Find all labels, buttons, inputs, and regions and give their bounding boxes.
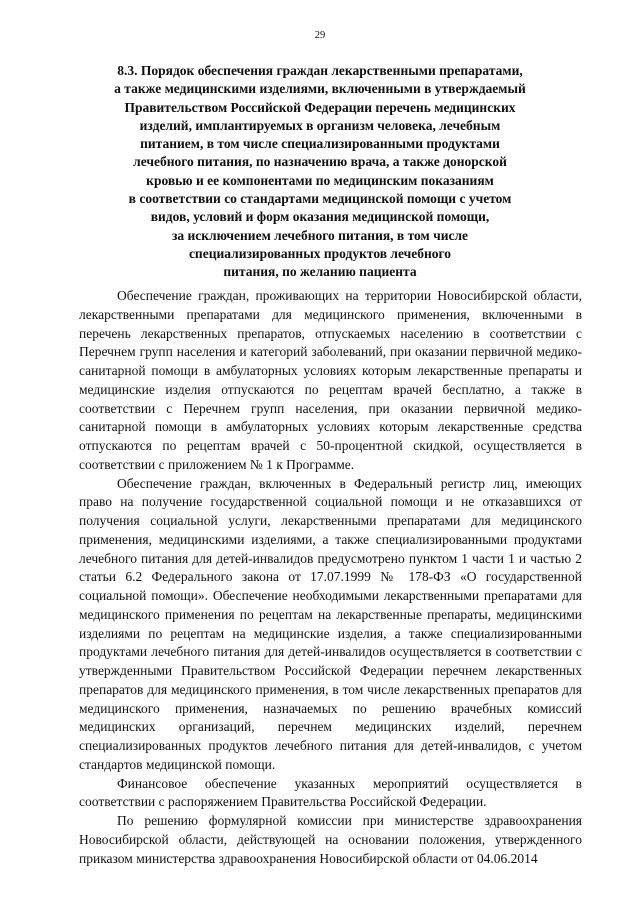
heading-line: питания, по желанию пациента bbox=[223, 264, 417, 280]
paragraph-drug-provision: Обеспечение граждан, проживающих на территории Новосибирской области, лекарственными препаратами для медицинского применения, включенными в перечень лекарственных препаратов, отпускаемых населению в соответствии с Перечнем групп населения и категорий заболеваний, при оказании первичной медико-санитарной помощи в амбулаторных условиях которым лекарственные препараты и медицинские изделия отпускаются по рецептам врачей бесплатно, а также в соответствии с Перечнем групп населения, при оказании первичной медико-санитарной помощи в амбулаторных условиях которым лекарственные средства отпускаются по рецептам врачей с 50-процентной скидкой, осуществляется в соответствии с приложением № 1 к Программе. bbox=[79, 288, 582, 472]
heading-line: специализированных продуктов лечебного bbox=[188, 245, 452, 261]
section-heading bbox=[60, 62, 580, 282]
paragraph-financing: Финансовое обеспечение указанных мероприятий осуществляется в соответствии с распоряжением Правительства Российской Федерации. bbox=[79, 775, 582, 810]
heading-line: лечебного питания, по назначению врача, а также донорской bbox=[133, 154, 507, 170]
heading-line: в соответствии со стандартами медицинской помощи с учетом bbox=[128, 191, 512, 207]
heading-line: питанием, в том числе специализированными продуктами bbox=[140, 136, 500, 152]
paragraph-formulary-commission: По решению формулярной комиссии при министерстве здравоохранения Новосибирской области, действующей на основании положения, утвержденного приказом министерства здравоохранения Новосибирской области от 04.06.2014 bbox=[79, 813, 582, 866]
body-text bbox=[79, 287, 582, 868]
heading-line: Правительством Российской Федерации перечень медицинских bbox=[124, 99, 516, 115]
heading-line: за исключением лечебного питания, в том числе bbox=[171, 227, 469, 243]
heading-line: а также медицинскими изделиями, включенными в утверждаемый bbox=[114, 81, 526, 97]
heading-line: изделий, имплантируемых в организм человека, лечебным bbox=[139, 117, 501, 133]
page-number: 29 bbox=[314, 30, 326, 41]
heading-line: видов, условий и форм оказания медицинской помощи, bbox=[150, 209, 490, 225]
heading-line: кровью и ее компонентами по медицинским показаниям bbox=[146, 172, 494, 188]
heading-line: 8.3. Порядок обеспечения граждан лекарственными препаратами, bbox=[117, 63, 523, 78]
paragraph-federal-register: Обеспечение граждан, включенных в Федеральный регистр лиц, имеющих право на получение государственной социальной помощи и не отказавшихся от получения социальной услуги, лекарственными препаратами для медицинского применения, медицинскими изделиями, а также специализированными продуктами лечебного питания для детей-инвалидов предусмотрено пунктом 1 части 1 и частью 2 статьи 6.2 Федерального закона от 17.07.1999 № 178-ФЗ «О государственной социальной помощи». Обеспечение необходимыми лекарственными препаратами для медицинского применения по рецептам на лекарственные препараты, медицинскими изделиями по рецептам на медицинские изделия, а также специализированными продуктами лечебного питания для детей-инвалидов осуществляется в соответствии с утвержденными Правительством Российской Федерации перечнем лекарственных препаратов для медицинского применения, в том числе лекарственных препаратов для медицинского применения, назначаемых по решению врачебных комиссий медицинских организаций, перечнем медицинских изделий, перечнем специализированных продуктов лечебного питания для детей-инвалидов, с учетом стандартов медицинской помощи. bbox=[79, 475, 582, 772]
